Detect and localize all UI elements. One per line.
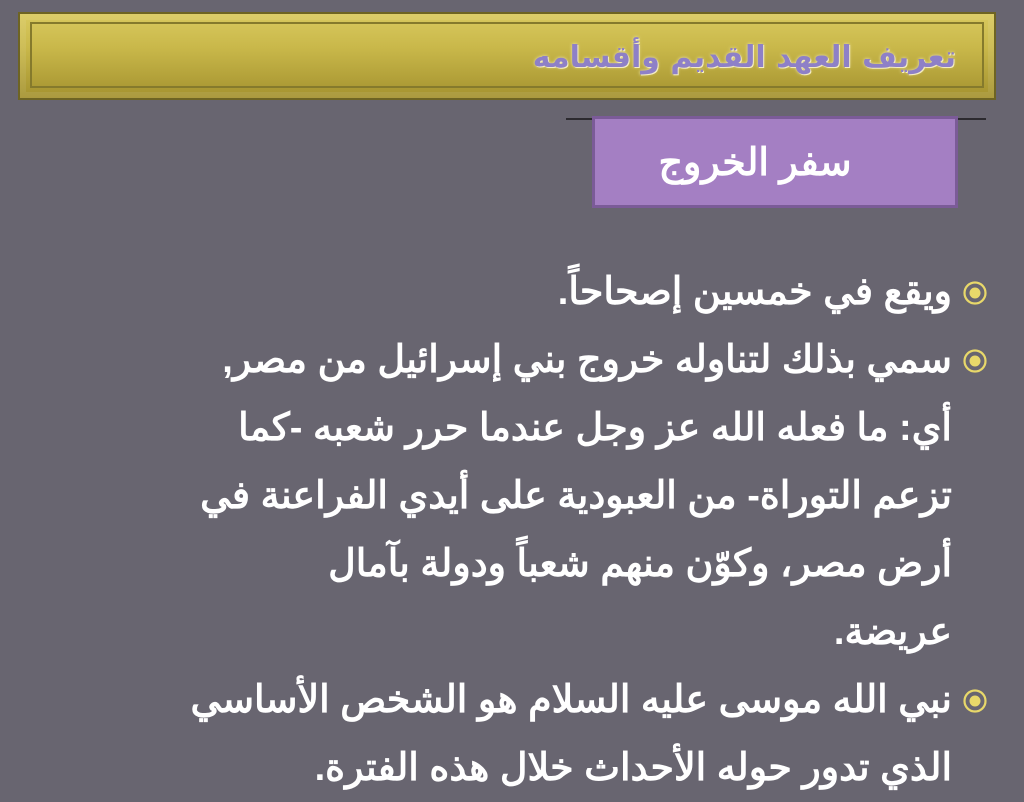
bullet-text-line: ويقع في خمسين إصحاحاً.: [557, 271, 952, 313]
bullet-item: [40, 666, 988, 802]
bullet-text-line: أرض مصر، وكوّن منهم شعباً ودولة بآمال: [328, 543, 952, 585]
bullet-text-line: تزعم التوراة- من العبودية على أيدي الفراعنة في: [200, 475, 952, 517]
slide-title: تعريف العهد القديم وأقسامه: [532, 40, 956, 75]
subtitle-box: [592, 116, 958, 208]
title-banner: [18, 12, 996, 100]
target-bullet-icon: [962, 688, 988, 714]
target-bullet-icon: [962, 348, 988, 374]
bullet-text-line: عريضة.: [833, 611, 952, 653]
bullet-item: [40, 326, 988, 666]
bullet-list: [40, 258, 988, 802]
bullet-text-line: نبي الله موسى عليه السلام هو الشخص الأساسي: [190, 679, 952, 721]
divider-line-right: [958, 118, 986, 120]
bullet-text-line: الذي تدور حوله الأحداث خلال هذه الفترة.: [314, 747, 952, 789]
divider-line-left: [566, 118, 594, 120]
slide-subtitle: سفر الخروج: [658, 141, 852, 184]
target-bullet-icon: [962, 280, 988, 306]
bullet-item: [40, 258, 988, 326]
bullet-text-line: سمي بذلك لتناوله خروج بني إسرائيل من مصر,: [222, 339, 952, 381]
bullet-text-line: أي: ما فعله الله عز وجل عندما حرر شعبه -كما: [238, 407, 952, 449]
